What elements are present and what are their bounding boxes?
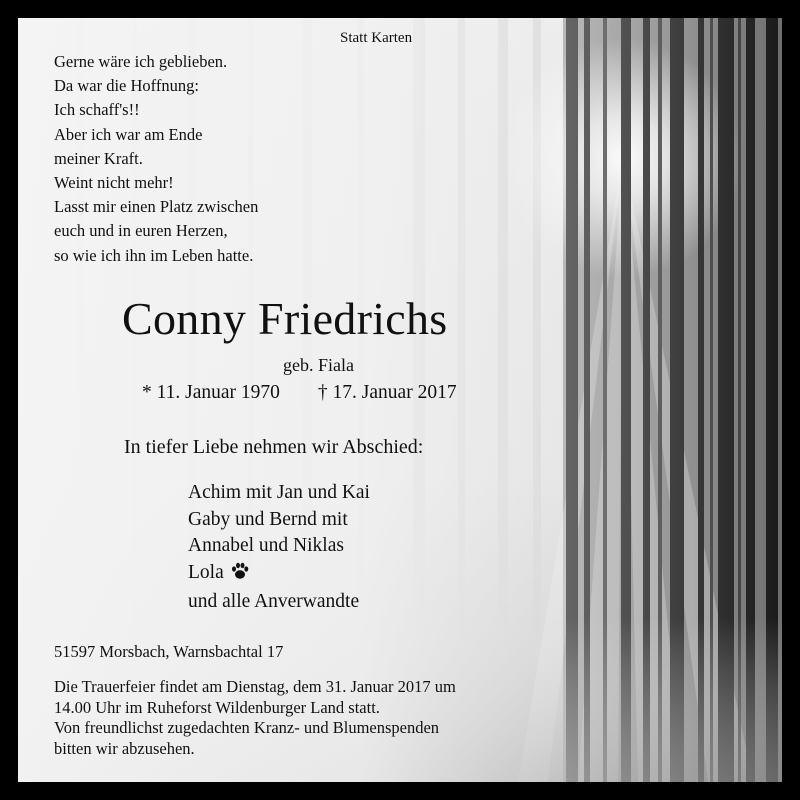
paw-print-icon	[230, 561, 250, 590]
birth-name: geb. Fiala	[283, 355, 354, 375]
mourners-list	[188, 480, 370, 616]
poem-line: meiner Kraft.	[54, 148, 143, 168]
birth-date: * 11. Januar 1970	[142, 382, 280, 403]
poem-line: Aber ich war am Ende	[54, 124, 203, 144]
service-line: 14.00 Uhr im Ruheforst Wildenburger Land statt.	[54, 697, 380, 717]
service-notice	[54, 677, 456, 759]
family-address: 51597 Morsbach, Warnsbachtal 17	[54, 642, 284, 661]
farewell-line: In tiefer Liebe nehmen wir Abschied:	[124, 436, 424, 458]
deceased-name: Conny Friedrichs	[122, 293, 448, 344]
service-line: Die Trauerfeier findet am Dienstag, dem 31. Januar 2017 um	[54, 677, 456, 696]
service-line: bitten wir abzusehen.	[54, 738, 195, 758]
life-dates	[142, 382, 457, 404]
mourner-line-lola	[188, 560, 370, 590]
poem-line: Ich schaff's!!	[54, 100, 140, 120]
mourner-line: Annabel und Niklas	[188, 535, 344, 557]
mourner-line: Achim mit Jan und Kai	[188, 482, 370, 503]
poem-line: so wie ich ihn im Leben hatte.	[54, 245, 254, 265]
poem-line: euch und in euren Herzen,	[54, 221, 228, 241]
mourner-line: und alle Anverwandte	[188, 591, 360, 613]
poem-line: Lasst mir einen Platz zwischen	[54, 197, 259, 217]
poem-line: Da war die Hoffnung:	[54, 76, 199, 96]
header-statt-karten: Statt Karten	[340, 30, 413, 46]
death-date: † 17. Januar 2017	[317, 382, 457, 403]
memorial-poem	[54, 50, 258, 268]
poem-line: Gerne wäre ich geblieben.	[54, 52, 228, 71]
mourner-name-lola: Lola	[188, 561, 224, 583]
service-line: Von freundlichst zugedachten Kranz- und Blumenspenden	[54, 718, 440, 737]
mourner-line: Gaby und Bernd mit	[188, 508, 348, 530]
poem-line: Weint nicht mehr!	[54, 173, 174, 193]
